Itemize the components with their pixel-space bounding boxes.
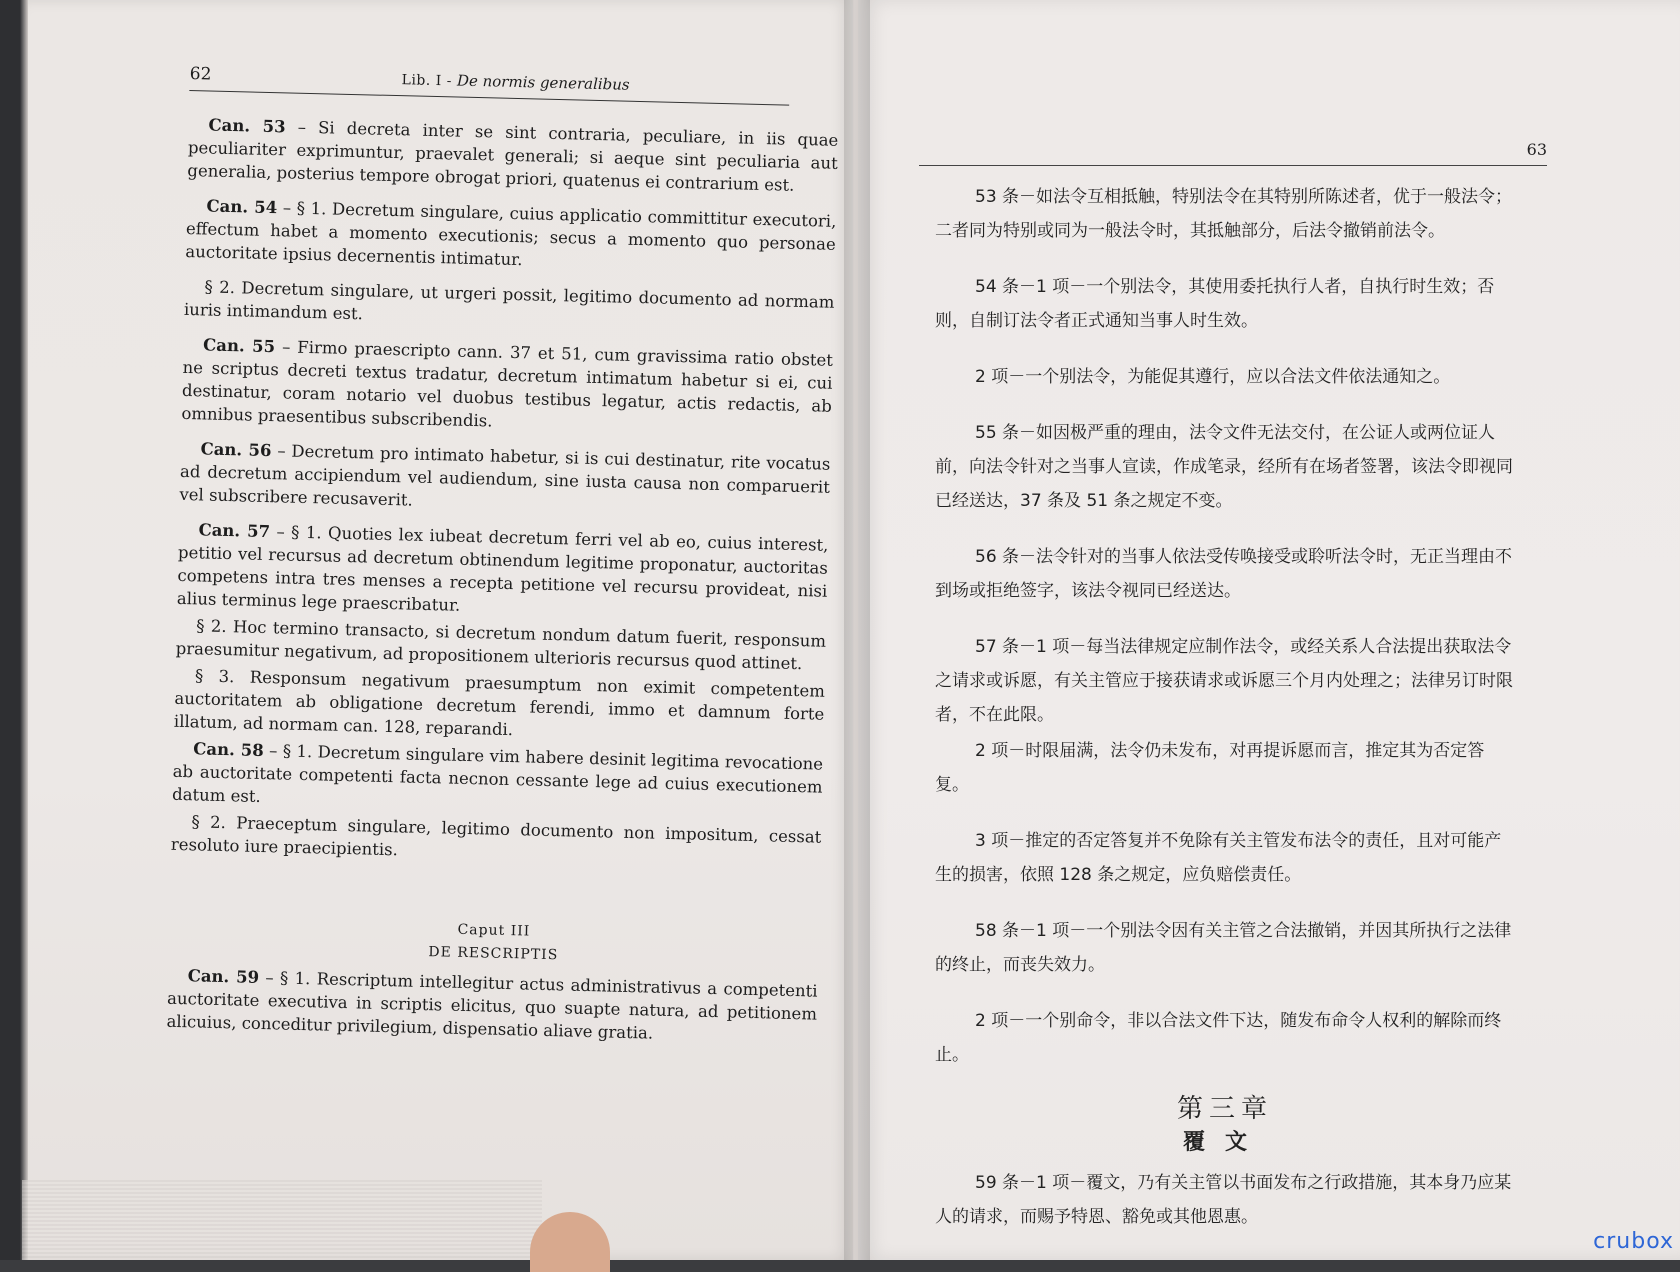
canon-54-par-2: § 2. Decretum singulare, ut urgeri possit, legitimo documento ad normam iuris intimandum est. [183,277,835,324]
book-gutter [844,0,870,1260]
article-54-item-2: 2 项－一个别法令，为能促其遵行，应以合法文件依法通知之。 [975,367,1451,387]
caput-title: DE RESCRIPTIS [428,944,559,964]
caput-number: Caput III [457,921,531,940]
canon-58-par-2: § 2. Praeceptum singulare, legitimo documento non impositum, cessat resoluto iure praecipientis. [170,812,822,860]
canon-53: Can. 53 – Si decreta inter se sint contraria, peculiare, in iis quae peculiariter exprimuntur, praevalet generali; si aeque sint peculiaria aut generalia, posterius tempore obrogat priori, quatenus ei contrarium est. [187,115,839,195]
canon-57-par-2: § 2. Hoc termino transacto, si decretum nondum datum fuerit, responsum praesumitur negativum, ad propositionem ulterioris recursus quod attinet. [175,616,827,674]
right-running-head [919,140,1547,166]
caput-heading [168,912,819,974]
right-page-number: 63 [1526,140,1547,159]
chapter-title: 覆文 [1182,1130,1267,1155]
article-57-item-2: 2 项－时限届满，法令仍未发布，对再提诉愿而言，推定其为否定答复。 [935,741,1485,795]
article-58-item-2: 2 项－一个别命令，非以合法文件下达，随发布命令人权利的解除而终止。 [935,1011,1502,1065]
left-header-title: Lib. I - De normis generalibus [401,71,630,94]
chapter-heading: 第三章 [1176,1094,1273,1124]
left-page-content [166,64,840,1061]
canon-57: Can. 57 – § 1. Quoties lex iubeat decretum ferri vel ab eo, cuius interest, petitio vel recursus ad decretum obtinendum legitime proponatur, auctoritas competens intra tres menses a recepta petitione vel recursu provideat, nisi alius terminus lege praescribatur. [176,520,829,615]
canon-56: Can. 56 – Decretum pro intimato habetur, si is cui destinatur, rite vocatus ad decretum accipiendum vel audiendum, sine iusta causa non comparuerit vel subscribere recusaverit. [179,439,831,510]
canon-58: Can. 58 – § 1. Decretum singulare vim habere desinit legitima revocatione ab auctoritate competenti facta necnon cessante lege ad cuius executionem datum est. [171,739,824,806]
canon-57-par-3: § 3. Responsum negativum praesumptum non eximit competentem auctoritatem ab obligatione decretum ferendi, immo et damnum forte illatum, ad normam can. 128, reparandi. [173,666,826,740]
canon-59: Can. 59 – § 1. Rescriptum intellegitur actus administrativus a competenti auctoritate executiva in scriptis elicitus, quo suapte natura, ad petitionem alicuius, conceditur privilegium, dispensatio aliave gratia. [166,966,818,1043]
article-53: 53 条－如法令互相抵触，特别法令在其特别所陈述者，优于一般法令；二者同为特别或同为一般法令时，其抵触部分，后法令撤销前法令。 [935,187,1513,241]
article-55: 55 条－如因极严重的理由，法令文件无法交付，在公证人或两位证人前，向法令针对之当事人宣读，作成笔录，经所有在场者签署，该法令即视同已经送达，37 条及 51 条之规定不变。 [935,423,1513,511]
article-57: 57 条－1 项－每当法律规定应制作法令，或经关系人合法提出获取法令之请求或诉愿，有关主管应于接获请求或诉愿三个月内处理之；法律另订时限者，不在此限。 [935,637,1513,725]
right-page-content [935,140,1547,1256]
chinese-text [935,180,1515,1234]
article-58: 58 条－1 项－一个别法令因有关主管之合法撤销，并因其所执行之法律的终止，而丧失效力。 [935,921,1512,975]
canon-54: Can. 54 – § 1. Decretum singulare, cuius applicatio committitur executori, effectum habet a momento executionis; secus a momento quo personae auctoritate ipsius decernentis intimatur. [185,196,837,270]
article-57-item-3: 3 项－推定的否定答复并不免除有关主管发布法令的责任，且对可能产生的损害，依照 128 条之规定，应负赔偿责任。 [935,831,1502,885]
latin-text [166,113,838,1049]
left-page-number: 62 [189,64,212,85]
article-59: 59 条－1 项－覆文，乃有关主管以书面发布之行政措施，其本身乃应某人的请求，而赐予特恩、豁免或其他恩惠。 [935,1173,1512,1227]
watermark: crubox [1593,1229,1674,1254]
article-56: 56 条－法令针对的当事人依法受传唤接受或聆听法令时，无正当理由不到场或拒绝签字，该法令视同已经送达。 [935,547,1513,601]
article-54: 54 条－1 项－一个别法令，其使用委托执行人者，自执行时生效；否则，自制订法令者正式通知当事人时生效。 [935,277,1495,331]
page-edges [22,1180,542,1260]
canon-55: Can. 55 – Firmo praescripto cann. 37 et 51, cum gravissima ratio obstet ne scriptus decreti textus tradatur, decretum intimatum habetur si ei, cui destinatur, coram notario vel duobus testibus legatur, actis redactis, ab omnibus praesentibus subscribendis. [181,335,834,431]
